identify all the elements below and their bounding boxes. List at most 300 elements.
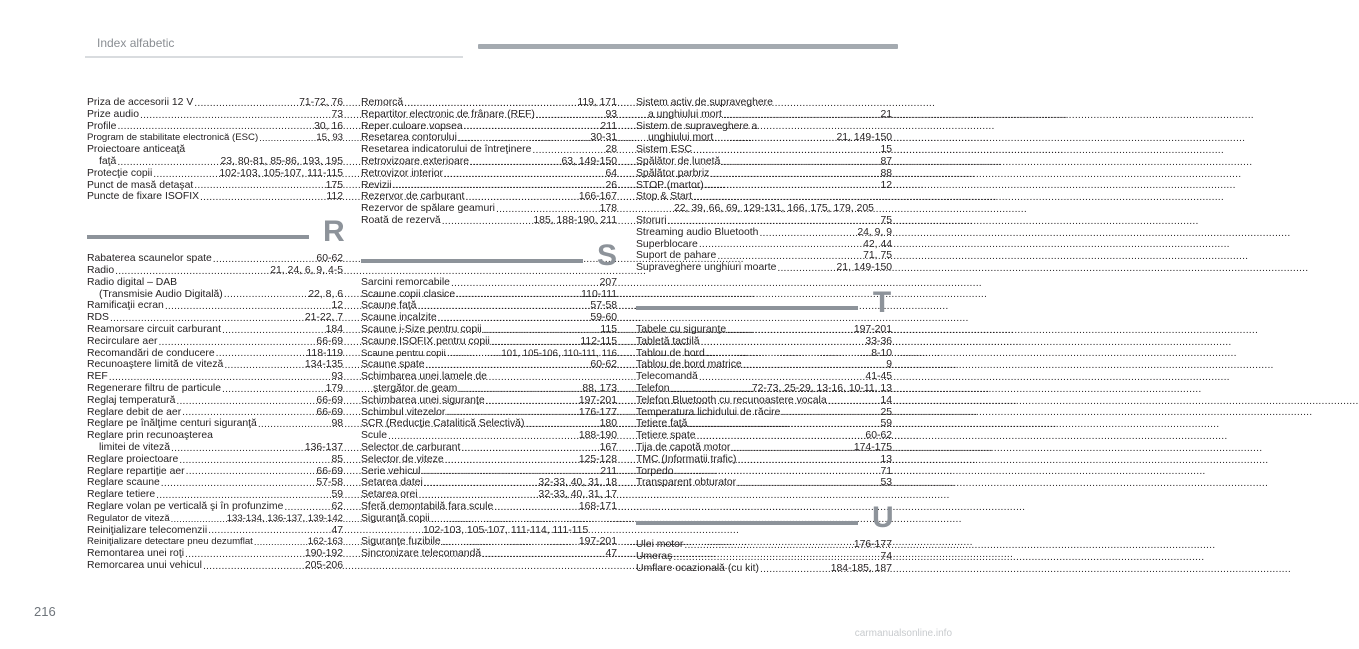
index-entry: [361, 324, 617, 336]
entry-pages: 136-137: [304, 441, 343, 453]
dot-leader: [424, 478, 538, 489]
entry-pages: 25: [880, 406, 892, 418]
dot-leader: [182, 407, 315, 418]
index-entry: [87, 168, 343, 180]
index-entry: [636, 539, 892, 551]
entry-pages: 71-72, 76: [299, 97, 343, 108]
dot-leader: [693, 192, 891, 203]
index-entry: [636, 477, 892, 489]
entry-pages: 184-185, 187: [830, 562, 892, 574]
entry-pages: 167: [599, 441, 617, 453]
dot-leader: [426, 360, 590, 371]
dot-leader: [671, 384, 751, 395]
entry-pages: 66-69: [316, 465, 343, 477]
index-column-2: [361, 97, 617, 560]
entry-pages: 32-33, 40, 31, 17: [538, 489, 617, 501]
entry-pages: 12: [880, 179, 892, 191]
dot-leader: [828, 396, 880, 407]
dot-leader: [117, 121, 313, 132]
entry-subterm: faţă: [99, 155, 117, 167]
entry-term: Profile: [87, 120, 117, 132]
index-entry: [636, 132, 892, 144]
dot-leader: [706, 348, 870, 359]
entry-term: Reglare prin recunoaşterea: [87, 430, 213, 442]
index-entry: [361, 277, 617, 289]
entry-term: Retrovizor interior: [361, 167, 443, 179]
entry-term: Rabaterea scaunelor spate: [87, 253, 212, 265]
entry-pages: 15, 93: [316, 132, 343, 144]
entry-term: Reglare pe înălţime centuri siguranţă: [87, 418, 257, 430]
index-entry: [87, 156, 343, 168]
dot-leader: [203, 561, 304, 572]
entry-pages: 57-58: [316, 477, 343, 489]
entry-term: Schimbarea unei siguranţe: [361, 394, 485, 406]
entry-term: RDS: [87, 312, 109, 324]
index-entry: [636, 180, 892, 192]
entry-pages: 41-45: [865, 371, 892, 383]
entry-pages: 21-22, 7: [304, 312, 343, 324]
dot-leader: [284, 502, 330, 513]
entry-pages: 110-111: [581, 288, 617, 300]
index-entry: [636, 250, 892, 262]
dot-leader: [491, 337, 580, 348]
entry-term: Regenerare filtru de particule: [87, 382, 221, 394]
entry-pages: 59-60: [590, 312, 617, 324]
entry-pages: 21: [880, 108, 892, 120]
dot-leader: [417, 301, 589, 312]
entry-term: Setarea datei: [361, 477, 423, 489]
index-entry: [361, 407, 617, 419]
dot-leader: [464, 121, 600, 132]
entry-term: Regulator de viteză: [87, 512, 170, 524]
dot-leader: [156, 490, 330, 501]
section-letter: R: [323, 215, 345, 249]
entry-pages: 87: [880, 155, 892, 167]
index-entry: [87, 383, 343, 395]
entry-pages: 13: [880, 453, 892, 465]
dot-leader: [737, 478, 879, 489]
entry-term: Protecţie copii: [87, 167, 153, 179]
entry-pages: 190-192: [304, 548, 343, 560]
index-entry: [636, 239, 892, 251]
dot-leader: [777, 263, 835, 274]
letter-heading: [636, 285, 892, 319]
entry-pages: 197-201: [578, 394, 617, 406]
entry-pages: 66-69: [316, 335, 343, 347]
dot-leader: [456, 289, 580, 300]
index-entry: [636, 156, 892, 168]
dot-leader: [442, 537, 578, 548]
dot-leader: [222, 325, 325, 336]
entry-pages: 211: [600, 120, 617, 132]
index-entry: [87, 265, 343, 277]
dot-leader: [710, 169, 879, 180]
entry-term: Spălător de lunetă: [636, 155, 721, 167]
index-entry: [361, 97, 617, 109]
dot-leader: [176, 396, 315, 407]
entry-pages: 30, 16: [314, 120, 343, 132]
entry-pages: 102-103, 105-107, 111-114, 111-115: [423, 524, 589, 536]
entry-term: Reper culoare vopsea: [361, 120, 463, 132]
entry-pages: 15: [880, 144, 892, 156]
entry-term: Umflare ocazională (cu kit): [636, 562, 759, 574]
index-entry: [87, 407, 343, 419]
index-entry: [361, 289, 617, 301]
letter-heading: [361, 238, 618, 272]
index-entry: [636, 144, 892, 156]
entry-term: Telefon: [636, 382, 670, 394]
entry-subterm: a unghiului mort: [648, 108, 722, 120]
entry-term: Sistem activ de supraveghere: [636, 97, 773, 108]
entry-pages: 207: [599, 276, 617, 288]
entry-term: Siguranţă copii: [361, 512, 430, 524]
entry-pages: 185, 188-190, 211: [533, 214, 617, 226]
entry-term: Schimbarea unei lamele de: [361, 371, 487, 383]
entry-pages: 63, 149-150: [561, 155, 617, 167]
dot-leader: [458, 384, 581, 395]
index-entry: [87, 97, 343, 109]
entry-term: Temperatura lichidului de răcire: [636, 406, 781, 418]
index-entry: [87, 442, 343, 454]
dot-leader: [445, 455, 578, 466]
index-entry: [636, 215, 892, 227]
entry-term: Resetarea contorului: [361, 132, 457, 144]
entry-term: Telecomandă: [636, 371, 698, 383]
entry-pages: 88: [880, 167, 892, 179]
dot-leader: [117, 157, 219, 168]
dot-leader: [431, 514, 616, 525]
dot-leader: [673, 552, 879, 563]
index-entry: [87, 359, 343, 371]
dot-leader: [254, 537, 307, 548]
index-entry: [361, 418, 617, 430]
dot-leader: [161, 478, 316, 489]
dot-leader: [458, 133, 590, 144]
entry-pages: 162-163: [307, 536, 343, 548]
index-entry: [87, 336, 343, 348]
dot-leader: [208, 525, 330, 536]
entry-term: REF: [87, 371, 108, 383]
index-entry: [87, 371, 343, 383]
dot-leader: [115, 266, 269, 277]
entry-term: Tabele cu siguranţe: [636, 323, 727, 335]
index-entry: [87, 501, 343, 513]
entry-term: Serie vehicul: [361, 465, 421, 477]
index-entry: [361, 442, 617, 454]
entry-pages: 71: [880, 465, 892, 477]
index-entry: [636, 383, 892, 395]
entry-pages: 184: [325, 323, 343, 335]
dot-leader: [447, 348, 501, 359]
dot-leader: [224, 360, 304, 371]
dot-leader: [781, 407, 879, 418]
entry-term: Reglare tetiere: [87, 489, 156, 501]
letter-rule: [636, 521, 858, 525]
dot-leader: [451, 278, 599, 289]
index-entry: [361, 383, 617, 395]
index-entry: [361, 489, 617, 501]
entry-pages: 57-58: [590, 300, 617, 312]
dot-leader: [461, 443, 598, 454]
entry-term: Reglare volan pe verticală şi în profunzime: [87, 500, 284, 512]
index-entry: [87, 418, 343, 430]
entry-term: Reglaj temperatură: [87, 394, 176, 406]
entry-term: Radio digital – DAB: [87, 276, 178, 288]
dot-leader: [743, 360, 886, 371]
dot-leader: [714, 133, 835, 144]
dot-leader: [194, 98, 298, 109]
index-entry: [87, 536, 343, 548]
entry-pages: 197-201: [853, 323, 892, 335]
dot-leader: [688, 419, 879, 430]
dot-leader: [110, 313, 304, 324]
entry-pages: 174-175: [853, 441, 892, 453]
dot-leader: [258, 419, 331, 430]
entry-term: Sistem ESC: [636, 144, 693, 156]
entry-pages: 73: [331, 108, 343, 120]
dot-leader: [194, 180, 324, 191]
section-title: Index alfabetic: [97, 36, 175, 50]
entry-pages: 47: [331, 524, 343, 536]
entry-term: Scaune ISOFIX pentru copii: [361, 335, 490, 347]
entry-pages: 85: [331, 453, 343, 465]
entry-pages: 30-31: [590, 132, 617, 144]
entry-term: Reamorsare circuit carburant: [87, 323, 221, 335]
entry-term: Siguranţe fuzibile: [361, 536, 441, 548]
index-entry: [361, 548, 617, 560]
entry-term: Setarea orei: [361, 489, 418, 501]
entry-term: Prize audio: [87, 108, 139, 120]
index-entry: [636, 551, 892, 563]
entry-term: Schimbul vitezelor: [361, 406, 446, 418]
entry-pages: 98: [331, 418, 343, 430]
index-column-1: [87, 97, 343, 572]
index-entry: [636, 227, 892, 239]
dot-leader: [213, 254, 316, 265]
entry-term: Sistem de supraveghere a: [636, 120, 758, 132]
entry-pages: 71, 75: [863, 250, 892, 262]
index-entry: [361, 359, 617, 371]
entry-term: Punct de masă detaşat: [87, 179, 194, 191]
index-entry: [636, 109, 892, 121]
entry-term: Resetarea indicatorului de întreţinere: [361, 144, 532, 156]
index-entry: [636, 442, 892, 454]
index-entry: [636, 395, 892, 407]
dot-leader: [760, 564, 830, 575]
dot-leader: [419, 490, 538, 501]
dot-leader: [731, 443, 853, 454]
letter-heading: [87, 215, 345, 249]
index-column-3: [636, 97, 892, 575]
entry-pages: 176-177: [578, 406, 617, 418]
dot-leader: [153, 169, 218, 180]
dot-leader: [109, 372, 331, 383]
entry-pages: 180: [599, 418, 617, 430]
index-entry: [636, 168, 892, 180]
index-entry: [87, 121, 343, 133]
index-entry: [87, 300, 343, 312]
header-rule-left: [85, 56, 463, 58]
entry-pages: 93: [605, 108, 617, 120]
index-entry: [361, 312, 617, 324]
index-entry: [361, 191, 617, 203]
entry-term: Scaune spate: [361, 359, 425, 371]
entry-term: Priza de accesorii 12 V: [87, 97, 194, 108]
index-entry: [361, 395, 617, 407]
entry-pages: 75: [880, 214, 892, 226]
index-entry: [636, 430, 892, 442]
entry-term: Proiectoare anticeaţă: [87, 144, 186, 156]
index-entry: [87, 109, 343, 121]
entry-pages: 9: [886, 359, 892, 371]
dot-leader: [668, 216, 880, 227]
dot-leader: [536, 110, 605, 121]
entry-pages: 8-10: [871, 347, 892, 359]
entry-subterm: ştergător de geam: [373, 382, 458, 394]
index-entry: [87, 395, 343, 407]
dot-leader: [759, 228, 856, 239]
dot-leader: [140, 110, 330, 121]
dot-leader: [693, 145, 879, 156]
dot-leader: [158, 337, 315, 348]
entry-term: Tablou de bord: [636, 347, 705, 359]
entry-term: Repartitor electronic de frânare (REF): [361, 108, 535, 120]
entry-term: Scaune incalzite: [361, 312, 437, 324]
index-entry: [361, 215, 617, 227]
index-entry: [87, 132, 343, 144]
index-entry: [361, 477, 617, 489]
dot-leader: [525, 419, 598, 430]
dot-leader: [165, 301, 331, 312]
entry-term: Umeraş: [636, 550, 673, 562]
dot-leader: [717, 251, 862, 262]
entry-term: Reglare scaune: [87, 477, 160, 489]
entry-term: Tabletă tactilă: [636, 335, 700, 347]
index-entry: [636, 418, 892, 430]
dot-leader: [185, 549, 304, 560]
entry-term: Tetiere spate: [636, 430, 696, 442]
index-entry: [361, 430, 617, 442]
index-entry: [87, 312, 343, 324]
entry-pages: 112-115: [580, 335, 617, 347]
entry-pages: 188-190: [578, 430, 617, 442]
index-entry: [636, 336, 892, 348]
dot-leader: [444, 169, 604, 180]
section-letter: T: [872, 285, 892, 319]
dot-leader: [171, 443, 304, 454]
index-entry: [87, 477, 343, 489]
entry-pages: 26: [605, 179, 617, 191]
entry-pages: 176-177: [853, 539, 892, 551]
index-entry: [636, 454, 892, 466]
index-entry: [636, 466, 892, 478]
entry-term: Reiniţializare detectare pneu dezumflat: [87, 536, 253, 548]
entry-pages: 60-62: [590, 359, 617, 371]
dot-leader: [422, 466, 600, 477]
entry-pages: 42, 44: [863, 238, 892, 250]
entry-term: Reglare debit de aer: [87, 406, 182, 418]
entry-pages: 28: [605, 144, 617, 156]
entry-pages: 175: [325, 179, 343, 191]
page-number: 216: [34, 604, 56, 619]
entry-term: Selector de viteze: [361, 453, 444, 465]
entry-pages: 133-134, 136-137, 139-142: [226, 512, 343, 524]
index-entry: [361, 513, 617, 525]
entry-term: Program de stabilitate electronică (ESC): [87, 132, 259, 144]
entry-term: Storuri: [636, 214, 667, 226]
dot-leader: [486, 396, 578, 407]
entry-term: Radio: [87, 264, 115, 276]
index-entry: [636, 407, 892, 419]
entry-pages: 179: [325, 382, 343, 394]
entry-pages: 168-171: [578, 500, 617, 512]
entry-term: Remorcă: [361, 97, 404, 108]
index-entry: [361, 300, 617, 312]
index-entry: [87, 454, 343, 466]
entry-term: Superblocare: [636, 238, 698, 250]
index-entry: [87, 348, 343, 360]
index-entry: [636, 191, 892, 203]
dot-leader: [675, 466, 880, 477]
entry-term: Tablou de bord matrice: [636, 359, 742, 371]
entry-term: Retrovizoare exterioare: [361, 155, 469, 167]
entry-term: Scaune copii clasice: [361, 288, 456, 300]
dot-leader: [483, 325, 600, 336]
entry-pages: 12: [331, 300, 343, 312]
watermark: carmanualsonline.info: [854, 628, 952, 639]
letter-rule: [87, 235, 309, 239]
entry-pages: 93: [331, 371, 343, 383]
entry-term: Recunoaştere limită de viteză: [87, 359, 224, 371]
entry-term: Scaune i-Size pentru copii: [361, 323, 482, 335]
entry-term: Scule: [361, 430, 387, 442]
index-entry: [361, 180, 617, 192]
entry-pages: 59: [331, 489, 343, 501]
dot-leader: [496, 204, 599, 215]
entry-term: Rezervor de carburant: [361, 191, 465, 203]
entry-subterm: (Transmisie Audio Digitală): [99, 288, 223, 300]
index-entry: [87, 466, 343, 478]
letter-rule: [636, 306, 858, 310]
index-entry: [87, 548, 343, 560]
index-entry: [361, 144, 617, 156]
entry-term: Transparent obturator: [636, 477, 737, 489]
letter-rule: [361, 259, 583, 263]
index-entry: [361, 336, 617, 348]
entry-pages: 72-73, 25-29, 13-16, 10-11, 13: [751, 382, 892, 394]
entry-subterm: limitei de viteză: [99, 441, 171, 453]
index-entry: [361, 168, 617, 180]
entry-term: Torpedo: [636, 465, 674, 477]
entry-pages: 134-135: [304, 359, 343, 371]
entry-pages: 23, 80-81, 85-86, 193, 195: [220, 155, 343, 167]
index-entry: [87, 191, 343, 203]
entry-term: Telefon Bluetooth cu recunoastere vocala: [636, 394, 827, 406]
entry-pages: 60-62: [316, 253, 343, 265]
entry-pages: 60-62: [865, 430, 892, 442]
entry-pages: 21, 149-150: [836, 262, 892, 274]
entry-term: Sarcini remorcabile: [361, 276, 450, 288]
dot-leader: [259, 133, 315, 144]
entry-subterm: unghiului mort: [648, 132, 714, 144]
entry-pages: 118-119: [306, 347, 343, 359]
index-entry: [87, 489, 343, 501]
entry-term: Remorcarea unui vehicul: [87, 559, 202, 571]
index-entry: [636, 359, 892, 371]
entry-pages: 178: [599, 203, 617, 215]
dot-leader: [684, 540, 853, 551]
entry-pages: 166-167: [578, 191, 617, 203]
